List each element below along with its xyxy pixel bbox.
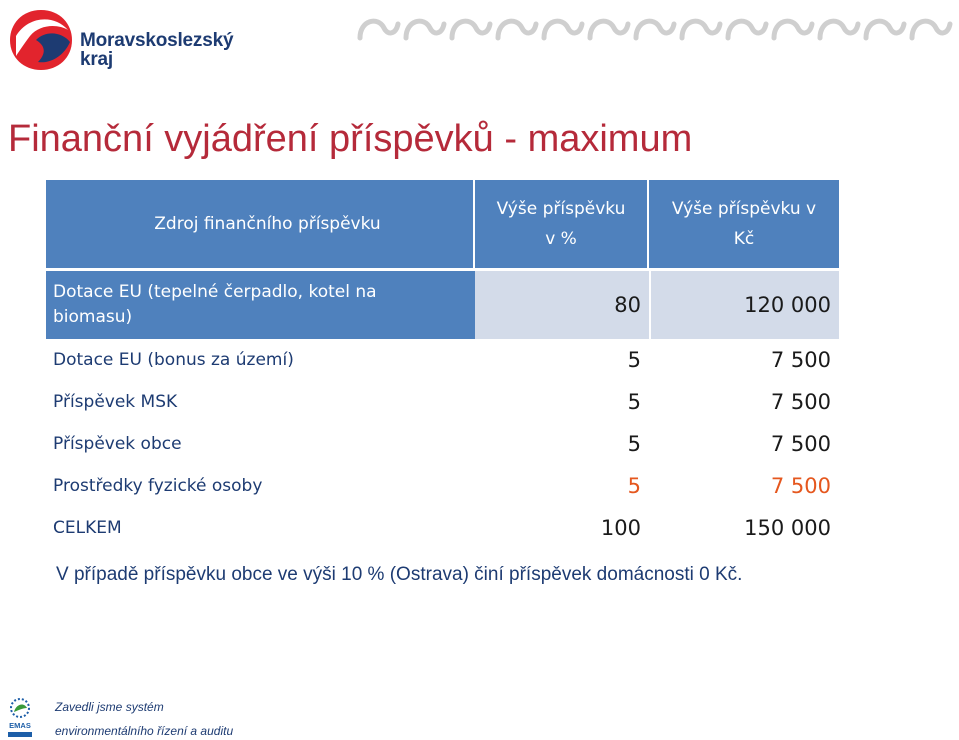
row-percent: 5 [475, 465, 649, 507]
header-percent-line1: Výše příspěvku [496, 199, 626, 219]
row-percent: 100 [475, 507, 649, 549]
row-label: Příspěvek obce [46, 423, 475, 465]
row-czk: 120 000 [649, 271, 839, 339]
row-percent: 5 [475, 423, 649, 465]
region-emblem-icon [6, 6, 76, 74]
slide-title: Finanční vyjádření příspěvků - maximum [8, 118, 693, 160]
table-row [46, 339, 839, 381]
emas-logo-icon [6, 696, 34, 738]
row-label: CELKEM [46, 507, 475, 549]
row-czk: 7 500 [649, 423, 839, 465]
region-logo [6, 6, 246, 74]
table-row [46, 381, 839, 423]
wave-pattern-decoration [356, 12, 954, 46]
row-label-line2: biomasu) [53, 307, 133, 327]
row-label [46, 271, 475, 339]
header-czk-line2: Kč [733, 229, 755, 249]
header-source: Zdroj finančního příspěvku [46, 180, 475, 268]
footnote: V případě příspěvku obce ve výši 10 % (Ostrava) činí příspěvek domácnosti 0 Kč. [56, 564, 743, 585]
table-row [46, 271, 839, 339]
header-czk-line1: Výše příspěvku v [671, 199, 817, 219]
row-czk: 7 500 [649, 339, 839, 381]
row-czk: 150 000 [649, 507, 839, 549]
header-czk [649, 180, 839, 268]
row-label-line1: Dotace EU (tepelné čerpadlo, kotel na [53, 282, 377, 302]
region-name-line1: Moravskoslezský [80, 30, 234, 51]
row-czk: 7 500 [649, 381, 839, 423]
row-percent: 5 [475, 339, 649, 381]
region-name-line2: kraj [80, 49, 114, 70]
footer-line2: environmentálního řízení a auditu [55, 724, 234, 738]
footer-line1: Zavedli jsme systém [55, 700, 164, 714]
region-name [80, 31, 233, 69]
contribution-table [46, 180, 839, 549]
row-czk: 7 500 [649, 465, 839, 507]
header-percent [475, 180, 649, 268]
row-percent: 5 [475, 381, 649, 423]
header-percent-line2: v % [545, 229, 577, 249]
table-header-row [46, 180, 839, 268]
table-row [46, 423, 839, 465]
table-row [46, 465, 839, 507]
row-label: Dotace EU (bonus za území) [46, 339, 475, 381]
table-row-total [46, 507, 839, 549]
row-label: Prostředky fyzické osoby [46, 465, 475, 507]
row-label: Příspěvek MSK [46, 381, 475, 423]
emas-logo-text: EMAS [9, 721, 31, 730]
row-percent: 80 [475, 271, 649, 339]
